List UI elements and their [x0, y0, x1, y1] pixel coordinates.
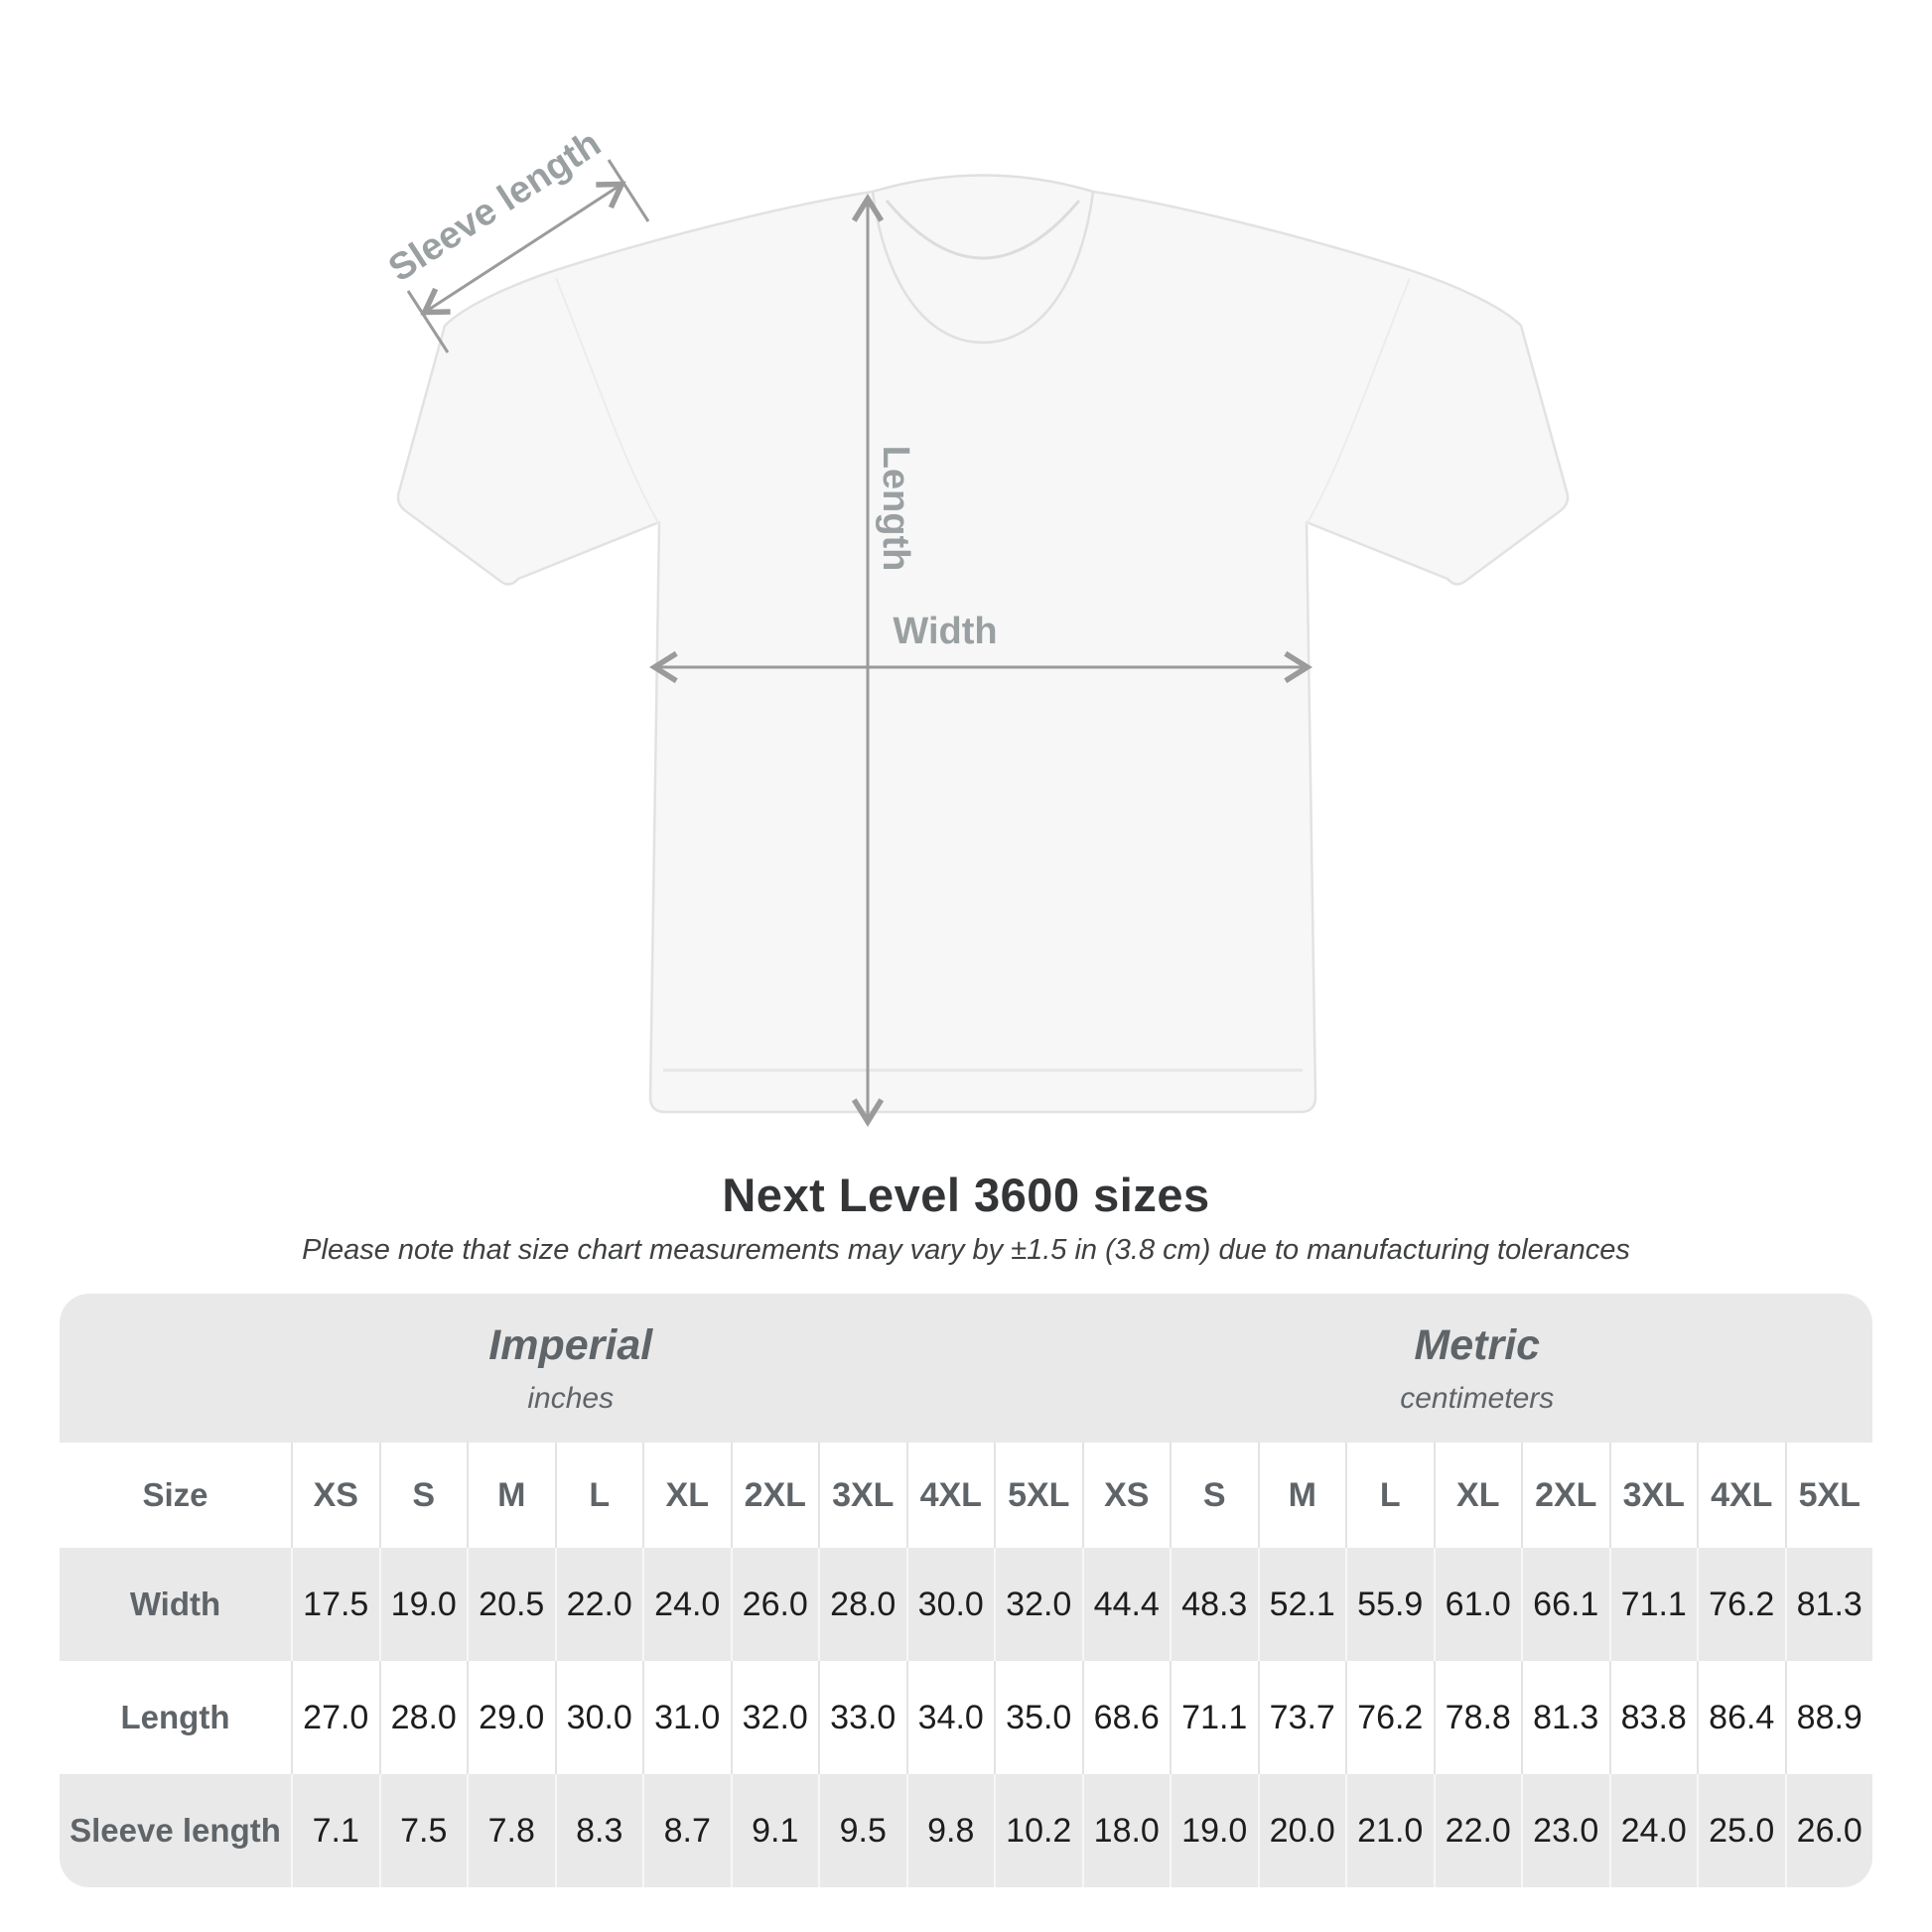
width-label: Width: [893, 611, 998, 652]
metric-unit-label: centimeters: [1400, 1381, 1555, 1415]
sleeve-length-label: Sleeve length: [381, 122, 609, 291]
size-header-cell: 3XL: [1609, 1443, 1698, 1548]
table-cell: 8.3: [555, 1774, 643, 1887]
table-cell: 19.0: [379, 1548, 468, 1661]
size-header-cell: S: [1170, 1443, 1258, 1548]
table-cell: 71.1: [1170, 1661, 1258, 1774]
table-cell: 7.8: [467, 1774, 555, 1887]
table-cell: 30.0: [555, 1661, 643, 1774]
size-header-cell: L: [555, 1443, 643, 1548]
table-cell: 34.0: [906, 1661, 995, 1774]
table-cell: 76.2: [1697, 1548, 1785, 1661]
table-cell: 32.0: [731, 1661, 819, 1774]
table-cell: 22.0: [1434, 1774, 1522, 1887]
size-header-cell: S: [379, 1443, 468, 1548]
table-cell: 23.0: [1521, 1774, 1609, 1887]
table-cell: 17.5: [291, 1548, 379, 1661]
size-header-cell: M: [467, 1443, 555, 1548]
row-label-sleeve-length: Sleeve length: [60, 1774, 291, 1887]
table-cell: 26.0: [1785, 1774, 1873, 1887]
table-cell: 20.0: [1258, 1774, 1346, 1887]
table-cell: 20.5: [467, 1548, 555, 1661]
table-cell: 18.0: [1082, 1774, 1171, 1887]
table-cell: 68.6: [1082, 1661, 1171, 1774]
table-cell: 9.1: [731, 1774, 819, 1887]
table-cell: 44.4: [1082, 1548, 1171, 1661]
table-cell: 10.2: [994, 1774, 1082, 1887]
table-cell: 83.8: [1609, 1661, 1698, 1774]
table-cell: 78.8: [1434, 1661, 1522, 1774]
table-cell: 25.0: [1697, 1774, 1785, 1887]
size-header-cell: 5XL: [1785, 1443, 1873, 1548]
table-cell: 24.0: [1609, 1774, 1698, 1887]
size-header-cell: XL: [642, 1443, 731, 1548]
imperial-group-header: [60, 1294, 1082, 1443]
page-title: Next Level 3600 sizes: [722, 1169, 1210, 1221]
metric-group-header: [1082, 1294, 1873, 1443]
size-header-cell: L: [1345, 1443, 1434, 1548]
table-cell: 48.3: [1170, 1548, 1258, 1661]
imperial-unit-label: inches: [527, 1381, 615, 1415]
table-cell: 86.4: [1697, 1661, 1785, 1774]
table-cell: 81.3: [1785, 1548, 1873, 1661]
imperial-label: Imperial: [488, 1320, 653, 1369]
row-label-width: Width: [60, 1548, 291, 1661]
table-cell: 19.0: [1170, 1774, 1258, 1887]
table-cell: 76.2: [1345, 1661, 1434, 1774]
table-cell: 26.0: [731, 1548, 819, 1661]
table-cell: 29.0: [467, 1661, 555, 1774]
table-cell: 31.0: [642, 1661, 731, 1774]
size-header-cell: XL: [1434, 1443, 1522, 1548]
row-label-length: Length: [60, 1661, 291, 1774]
table-cell: 32.0: [994, 1548, 1082, 1661]
table-cell: 88.9: [1785, 1661, 1873, 1774]
table-cell: 24.0: [642, 1548, 731, 1661]
table-cell: 30.0: [906, 1548, 995, 1661]
table-cell: 71.1: [1609, 1548, 1698, 1661]
table-cell: 55.9: [1345, 1548, 1434, 1661]
size-header-cell: 5XL: [994, 1443, 1082, 1548]
table-cell: 7.1: [291, 1774, 379, 1887]
size-header-cell: 4XL: [906, 1443, 995, 1548]
table-cell: 66.1: [1521, 1548, 1609, 1661]
table-cell: 33.0: [818, 1661, 906, 1774]
table-cell: 21.0: [1345, 1774, 1434, 1887]
table-cell: 9.5: [818, 1774, 906, 1887]
size-header-cell: 4XL: [1697, 1443, 1785, 1548]
table-cell: 7.5: [379, 1774, 468, 1887]
size-header-cell: 3XL: [818, 1443, 906, 1548]
table-cell: 8.7: [642, 1774, 731, 1887]
size-column-header: Size: [60, 1443, 291, 1548]
table-cell: 73.7: [1258, 1661, 1346, 1774]
table-cell: 52.1: [1258, 1548, 1346, 1661]
table-cell: 22.0: [555, 1548, 643, 1661]
metric-label: Metric: [1414, 1320, 1541, 1369]
table-cell: 81.3: [1521, 1661, 1609, 1774]
size-header-cell: XS: [291, 1443, 379, 1548]
size-header-cell: M: [1258, 1443, 1346, 1548]
table-cell: 27.0: [291, 1661, 379, 1774]
size-table: [60, 1294, 1872, 1887]
size-header-cell: 2XL: [1521, 1443, 1609, 1548]
size-header-cell: XS: [1082, 1443, 1171, 1548]
table-cell: 28.0: [818, 1548, 906, 1661]
size-header-cell: 2XL: [731, 1443, 819, 1548]
table-cell: 28.0: [379, 1661, 468, 1774]
table-cell: 35.0: [994, 1661, 1082, 1774]
table-cell: 61.0: [1434, 1548, 1522, 1661]
table-cell: 9.8: [906, 1774, 995, 1887]
tolerance-note: Please note that size chart measurements may vary by ±1.5 in (3.8 cm) due to manufacturing tolerances: [302, 1234, 1630, 1266]
length-label: Length: [875, 445, 916, 572]
